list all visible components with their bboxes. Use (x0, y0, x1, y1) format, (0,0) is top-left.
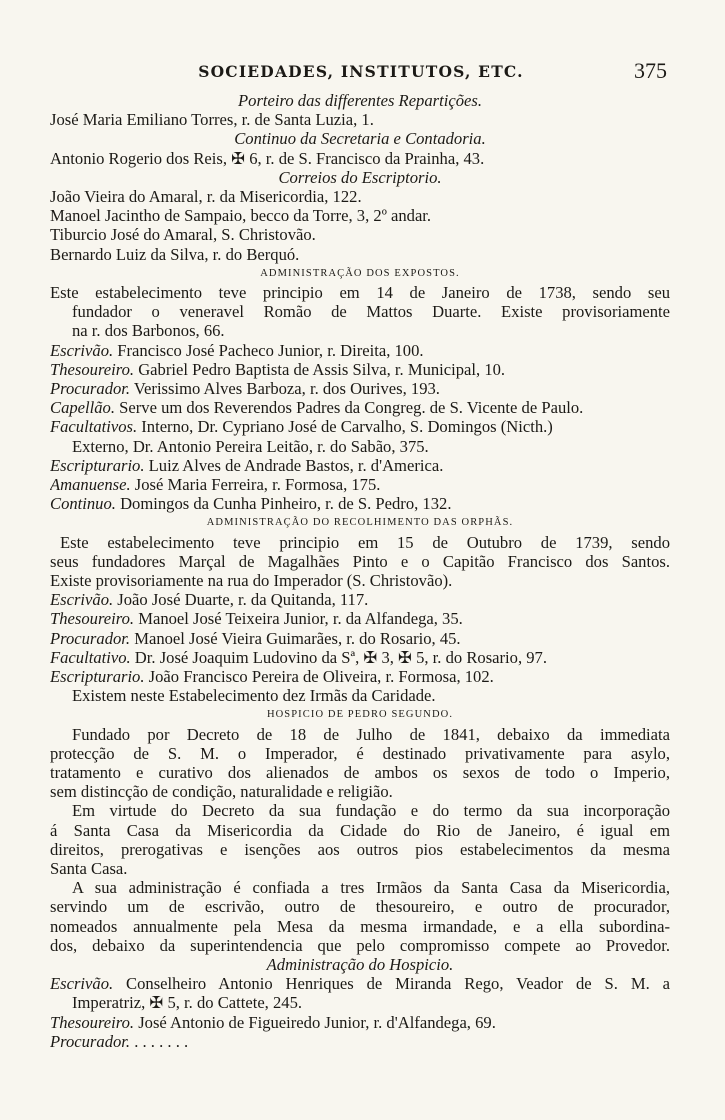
text-line (50, 1013, 670, 1032)
text-line (50, 763, 670, 782)
text-line (50, 840, 670, 859)
line-text: Domingos da Cunha Pinheiro, r. de S. Pedro, 132. (115, 494, 452, 514)
role-label: Escrivão. (50, 974, 114, 994)
text-line (50, 398, 670, 417)
line-text: João Vieira do Amaral, r. da Misericordia, 122. (50, 187, 362, 207)
line-text: Tiburcio José do Amaral, S. Christovão. (50, 225, 316, 245)
line-text: Continuo da Secretaria e Contadoria. (234, 129, 486, 149)
line-text: ADMINISTRAÇÃO DOS EXPOSTOS. (260, 267, 460, 279)
text-line (50, 629, 670, 648)
line-text: Externo, Dr. Antonio Pereira Leitão, r. do Sabão, 375. (72, 436, 429, 456)
text-line (50, 552, 670, 571)
line-text: Imperatriz, ✠ 5, r. do Cattete, 245. (72, 993, 303, 1013)
line-text: Este estabelecimento teve principio em 15 de Outubro de 1739, sendo (60, 532, 670, 552)
role-label: Continuo. (50, 494, 116, 514)
text-line (50, 801, 670, 820)
line-text: João José Duarte, r. da Quitanda, 117. (113, 590, 369, 610)
line-text: nomeados annualmente pela Mesa da mesma irmandade, e a ella subordina- (50, 916, 670, 936)
text-line (50, 341, 670, 360)
text-line (50, 149, 670, 168)
text-line (50, 302, 670, 321)
text-line (50, 321, 670, 340)
role-label: Capellão. (50, 398, 115, 418)
text-line (50, 437, 670, 456)
line-text: Existe provisoriamente na rua do Imperador (S. Christovão). (50, 571, 453, 591)
line-text: Gabriel Pedro Baptista de Assis Silva, r. Municipal, 10. (134, 359, 506, 379)
text-line (50, 936, 670, 955)
line-text: na r. dos Barbonos, 66. (72, 321, 225, 341)
line-text: Fundado por Decreto de 18 de Julho de 1841, debaixo da immediata (72, 724, 670, 744)
line-text: Correios do Escriptorio. (278, 167, 442, 187)
line-text: Este estabelecimento teve principio em 14 de Janeiro de 1738, sendo seu (50, 283, 670, 303)
subheading (50, 168, 670, 187)
text-line (50, 744, 670, 763)
page-body (50, 91, 670, 1051)
role-label: Escripturario. (50, 667, 145, 687)
text-line (50, 974, 670, 993)
line-text: . . . . . . . (130, 1031, 189, 1051)
line-text: José Maria Emiliano Torres, r. de Santa Luzia, 1. (50, 110, 374, 130)
line-text: Manoel José Vieira Guimarães, r. do Rosario, 45. (130, 628, 461, 648)
line-text: Luiz Alves de Andrade Bastos, r. d'America. (144, 455, 444, 475)
text-line (50, 187, 670, 206)
line-text: José Antonio de Figueiredo Junior, r. d'Alfandega, 69. (134, 1012, 496, 1032)
role-label: Thesoureiro. (50, 359, 135, 379)
text-line (50, 917, 670, 936)
line-text: Porteiro das differentes Repartições. (238, 91, 482, 110)
role-label: Escrivão. (50, 340, 114, 360)
line-text: ADMINISTRAÇÃO DO RECOLHIMENTO DAS ORPHÃS. (206, 517, 514, 529)
text-line (50, 225, 670, 244)
line-text: Manoel José Teixeira Junior, r. da Alfandega, 35. (134, 609, 463, 629)
text-line (50, 897, 670, 916)
line-text: Em virtude do Decreto da sua fundação e do termo da sua incorporação (72, 801, 670, 821)
line-text: João Francisco Pereira de Oliveira, r. Formosa, 102. (144, 667, 494, 687)
page-number: 375 (634, 58, 667, 83)
role-label: Facultativos. (50, 417, 138, 437)
text-line (50, 993, 670, 1012)
text-line (50, 494, 670, 513)
text-line (50, 571, 670, 590)
text-line (50, 533, 670, 552)
text-line (50, 417, 670, 436)
text-line (50, 360, 670, 379)
text-line (50, 110, 670, 129)
line-text: protecção de S. M. o Imperador, é destinado privativamente para asylo, (50, 743, 670, 763)
running-header (55, 58, 667, 88)
text-line (50, 686, 670, 705)
subheading (50, 129, 670, 148)
line-text: fundador o veneravel Romão de Mattos Duarte. Existe provisoriamente (72, 302, 670, 322)
line-text: dos, debaixo da superintendencia que pelo compromisso compete ao Provedor. (50, 935, 670, 955)
text-line (50, 245, 670, 264)
line-text: seus fundadores Marçal de Magalhães Pinto e o Capitão Francisco dos Santos. (50, 551, 670, 571)
line-text: servindo um de escrivão, outro de thesoureiro, e outro de procurador, (50, 897, 670, 917)
line-text: Antonio Rogerio dos Reis, ✠ 6, r. de S. Francisco da Prainha, 43. (50, 148, 485, 168)
section-heading (50, 513, 670, 532)
text-line (50, 667, 670, 686)
role-label: Procurador. (50, 628, 131, 648)
text-line (50, 859, 670, 878)
text-line (50, 609, 670, 628)
header-title: SOCIEDADES, INSTITUTOS, ETC. (198, 62, 524, 81)
line-text: Santa Casa. (50, 858, 128, 878)
subheading (50, 91, 670, 110)
role-label: Amanuense. (50, 475, 131, 495)
section-heading (50, 705, 670, 724)
line-text: Interno, Dr. Cypriano José de Carvalho, S. Domingos (Nicth.) (137, 417, 553, 437)
text-line (50, 379, 670, 398)
line-text: Bernardo Luiz da Silva, r. do Berquó. (50, 244, 300, 264)
subheading (50, 955, 670, 974)
text-line (50, 283, 670, 302)
line-text: Dr. José Joaquim Ludovino da Sª, ✠ 3, ✠ 5, r. do Rosario, 97. (130, 647, 547, 667)
text-line (50, 648, 670, 667)
section-heading (50, 264, 670, 283)
line-text: Conselheiro Antonio Henriques de Miranda Rego, Veador de S. M. a (113, 974, 670, 994)
line-text: A sua administração é confiada a tres Irmãos da Santa Casa da Misericordia, (72, 878, 670, 898)
role-label: Procurador. (50, 1031, 131, 1051)
line-text: á Santa Casa da Misericordia da Cidade do Rio de Janeiro, é igual em (50, 820, 670, 840)
line-text: sem distincção de condição, naturalidade e religião. (50, 782, 393, 802)
line-text: HOSPICIO DE PEDRO SEGUNDO. (266, 709, 454, 721)
role-label: Escripturario. (50, 455, 145, 475)
text-line (50, 206, 670, 225)
text-line (50, 475, 670, 494)
role-label: Escrivão. (50, 590, 114, 610)
line-text: direitos, prerogativas e isenções aos outros pios estabelecimentos da mesma (50, 839, 670, 859)
line-text: tratamento e curativo dos alienados de ambos os sexos de todo o Imperio, (50, 763, 670, 783)
line-text: Verissimo Alves Barboza, r. dos Ourives, 193. (130, 379, 440, 399)
text-line (50, 878, 670, 897)
line-text: Administração do Hospicio. (266, 954, 454, 974)
line-text: Serve um dos Reverendos Padres da Congreg. de S. Vicente de Paulo. (115, 398, 584, 418)
role-label: Procurador. (50, 379, 131, 399)
line-text: Existem neste Estabelecimento dez Irmãs da Caridade. (72, 686, 436, 706)
line-text: Manoel Jacintho de Sampaio, becco da Torre, 3, 2º andar. (50, 206, 432, 226)
text-line (50, 782, 670, 801)
line-text: Francisco José Pacheco Junior, r. Direita, 100. (113, 340, 424, 360)
role-label: Thesoureiro. (50, 609, 135, 629)
text-line (50, 1032, 670, 1051)
text-line (50, 725, 670, 744)
role-label: Thesoureiro. (50, 1012, 135, 1032)
role-label: Facultativo. (50, 647, 131, 667)
text-line (50, 590, 670, 609)
text-line (50, 821, 670, 840)
text-line (50, 456, 670, 475)
line-text: José Maria Ferreira, r. Formosa, 175. (130, 475, 381, 495)
